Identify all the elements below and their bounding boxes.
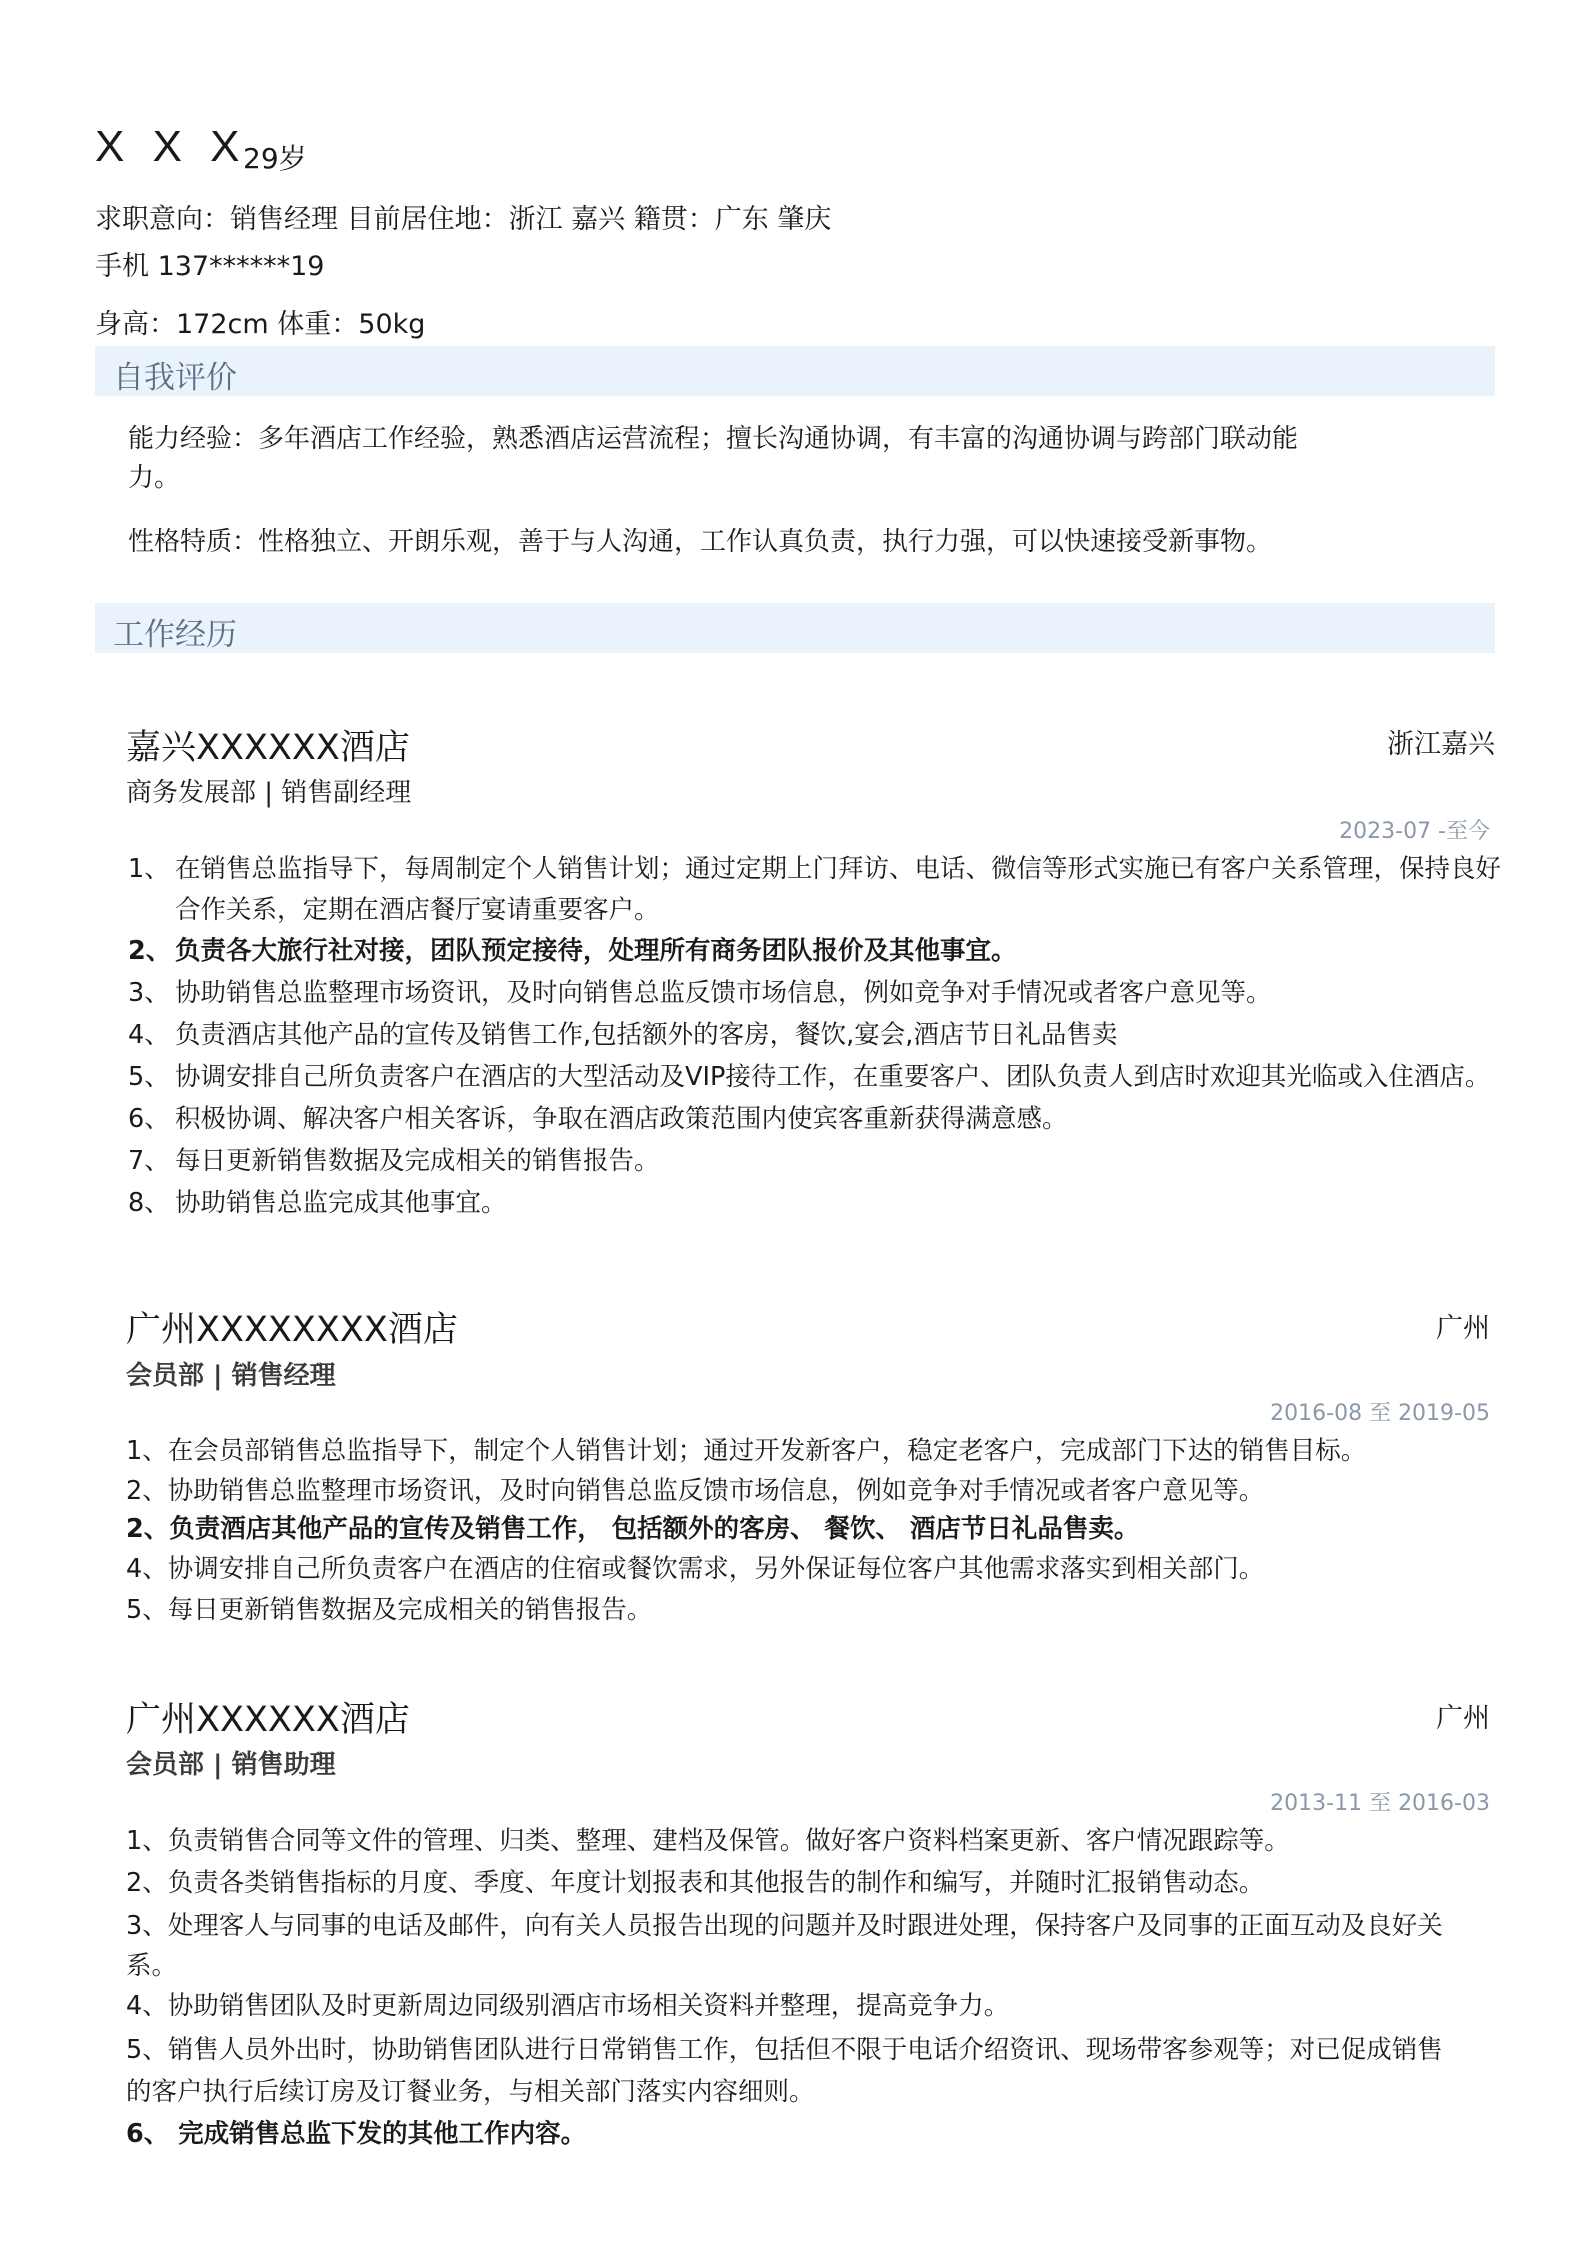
job-intent-line: 求职意向：销售经理 目前居住地：浙江 嘉兴 籍贯：广东 肇庆 [95,204,832,235]
list-item: 2、 负责各大旅行社对接，团队预定接待，处理所有商务团队报价及其他事宜。 [128,936,1017,966]
list-item: 1、 在销售总监指导下，每周制定个人销售计划；通过定期上门拜访、电话、微信等形式实施已有客户关系管理，保持良好 [128,854,1502,884]
list-item: 4、协调安排自己所负责客户在酒店的住宿或餐饮需求，另外保证每位客户其他需求落实到相关部门。 [126,1554,1265,1584]
job1-company: 嘉兴XXXXXX酒店 [126,728,410,768]
job1-duties [128,848,1501,1224]
list-item: 5、销售人员外出时，协助销售团队进行日常销售工作，包括但不限于电话介绍资讯、现场带客参观等；对已促成销售 [126,2035,1443,2065]
list-item: 1、在会员部销售总监指导下，制定个人销售计划；通过开发新客户，稳定老客户，完成部门下达的销售目标。 [126,1436,1367,1466]
list-item: 7、 每日更新销售数据及完成相关的销售报告。 [128,1146,660,1176]
job3-company: 广州XXXXXX酒店 [126,1700,410,1740]
job1-dept: 商务发展部 | 销售副经理 [126,778,412,808]
list-item: 2、协助销售总监整理市场资讯，及时向销售总监反馈市场信息，例如竞争对手情况或者客户意见等。 [126,1476,1265,1506]
job1-location: 浙江嘉兴 [1387,729,1495,760]
list-item: 1、负责销售合同等文件的管理、归类、整理、建档及保管。做好客户资料档案更新、客户情况跟踪等。 [126,1826,1290,1856]
list-item-continuation: 合作关系，定期在酒店餐厅宴请重要客户。 [175,895,660,925]
work-title: 工作经历 [113,617,237,653]
job2-date: 2016-08 至 2019-05 [1270,1401,1490,1426]
ability-text-line1: 能力经验：多年酒店工作经验，熟悉酒店运营流程；擅长沟通协调，有丰富的沟通协调与跨部门联动能 [128,424,1299,454]
job2-duties [126,1430,1366,1630]
job3-location: 广州 [1436,1703,1490,1734]
list-item: 6、 积极协调、解决客户相关客诉，争取在酒店政策范围内使宾客重新获得满意感。 [128,1104,1068,1134]
ability-text-line2: 力。 [128,463,181,493]
list-item: 2、负责酒店其他产品的宣传及销售工作， 包括额外的客房、 餐饮、 酒店节日礼品售卖。 [126,1514,1140,1544]
job1-date: 2023-07 -至今 [1339,819,1490,844]
list-item: 6、 完成销售总监下发的其他工作内容。 [126,2119,587,2149]
list-item-continuation: 系。 [126,1951,178,1981]
job2-company: 广州XXXXXXXX酒店 [126,1310,458,1350]
candidate-name: X X X [95,122,248,171]
list-item: 3、 协助销售总监整理市场资讯，及时向销售总监反馈市场信息，例如竞争对手情况或者客户意见等。 [128,978,1272,1008]
job2-dept: 会员部 | 销售经理 [126,1361,336,1391]
self-eval-section-bar [95,346,1495,396]
job3-dept: 会员部 | 销售助理 [126,1750,336,1780]
list-item: 5、 协调安排自己所负责客户在酒店的大型活动及VIP接待工作，在重要客户、团队负责人到店时欢迎其光临或入住酒店。 [128,1062,1491,1092]
body-stats-line: 身高：172cm 体重：50kg [95,309,426,340]
list-item: 2、负责各类销售指标的月度、季度、年度计划报表和其他报告的制作和编写，并随时汇报销售动态。 [126,1868,1265,1898]
list-item: 8、 协助销售总监完成其他事宜。 [128,1188,507,1218]
job3-date: 2013-11 至 2016-03 [1270,1791,1490,1816]
job3-duties [126,1820,1443,2156]
list-item-continuation: 的客户执行后续订房及订餐业务，与相关部门落实内容细则。 [126,2077,815,2107]
list-item: 4、协助销售团队及时更新周边同级别酒店市场相关资料并整理，提高竞争力。 [126,1991,1010,2021]
personality-text: 性格特质：性格独立、开朗乐观，善于与人沟通，工作认真负责，执行力强，可以快速接受新事物。 [128,527,1273,557]
list-item: 3、处理客人与同事的电话及邮件，向有关人员报告出现的问题并及时跟进处理，保持客户及同事的正面互动及良好关 [126,1911,1443,1941]
work-section-bar [95,603,1495,653]
self-eval-title: 自我评价 [113,360,237,396]
job2-location: 广州 [1436,1313,1490,1344]
list-item: 5、每日更新销售数据及完成相关的销售报告。 [126,1595,653,1625]
candidate-age: 29岁 [243,142,307,175]
phone-line: 手机 137******19 [95,251,325,282]
list-item: 4、 负责酒店其他产品的宣传及销售工作,包括额外的客房，餐饮,宴会,酒店节日礼品售卖 [128,1020,1118,1050]
